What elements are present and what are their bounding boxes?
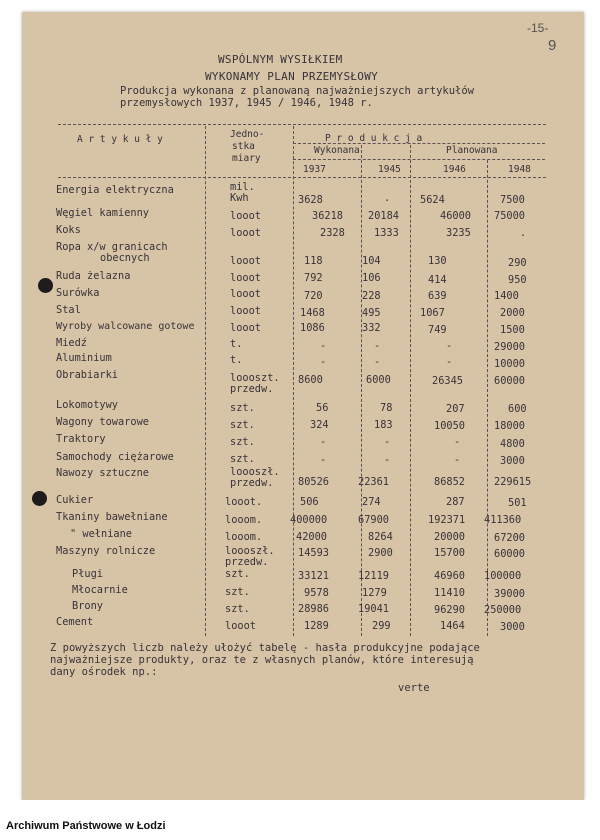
row-1937: 9578 [304,587,329,599]
row-name: Pługi [72,568,103,580]
row-1946: 749 [428,324,447,336]
row-unit: looom. [225,531,263,543]
row-1945: 6000 [366,374,391,386]
row-1937: 400000 [290,514,328,526]
row-unit: szt. [230,402,255,414]
row-1948: 60000 [494,548,525,560]
header-done: Wykonana [314,145,360,156]
row-1945: 20184 [368,210,399,222]
row-1937: 506 [300,496,319,508]
row-name: Surówka [56,287,100,299]
row-name: Tkaniny bawełniane [56,511,168,523]
row-1945: 78 [380,402,393,414]
column-divider-1948 [487,160,488,636]
row-unit: looot [230,255,261,267]
row-name: Cukier [56,494,94,506]
row-1946: 46000 [440,210,471,222]
row-1945: . [384,192,391,204]
binder-hole-bottom [32,491,47,506]
row-1948: . [520,227,527,239]
note-line-1: Z powyższych liczb należy ułożyć tabelę - hasła produkcyjne podające [50,642,480,654]
note-line-3: dany ośrodek np.: [50,666,158,678]
row-1948: 501 [508,497,527,509]
row-1937: 1086 [300,322,325,334]
row-1946: 46960 [434,570,465,582]
row-name: " wełniane [70,528,132,540]
row-1937: 324 [310,419,329,431]
row-1946: 1067 [420,307,445,319]
row-1946: 5624 [420,194,445,206]
row-name: Stal [56,304,81,316]
table-rule-top [58,124,546,125]
table-rule-years [293,159,545,160]
subtitle-line-2: przemysłowych 1937, 1945 / 1946, 1948 r. [120,97,373,109]
row-unit: szt. [230,436,255,448]
row-unit-2: przedw. [230,477,274,489]
row-1948: 229615 [494,476,532,488]
row-1946: - [454,454,461,466]
row-name: Energia elektryczna [56,184,174,196]
pencil-mark: 9 [548,37,557,54]
row-1948: 600 [508,403,527,415]
row-name: Nawozy sztuczne [56,467,149,479]
row-1945: 299 [372,620,391,632]
row-1937: 14593 [298,547,329,559]
row-1937: 1468 [300,307,325,319]
table-rule-header-bottom [58,177,546,178]
header-1946: 1946 [443,164,466,175]
row-1945: - [384,454,391,466]
row-unit: szt. [225,603,250,615]
row-unit: looot [230,272,261,284]
row-1948: 75000 [494,210,525,222]
header-articles: A r t y k u ł y [77,134,163,145]
row-unit: looot [230,210,261,222]
header-unit-3: miary [232,153,261,164]
row-unit: t. [230,338,243,350]
row-1937: - [320,356,327,368]
title-line-1: WSPÓLNYM WYSIŁKIEM [218,53,343,66]
row-name: Młocarnie [72,584,128,596]
column-divider-1945 [361,145,362,636]
row-1946: - [446,356,453,368]
row-1948: 67200 [494,532,525,544]
header-production: P r o d u k c j a [325,133,423,144]
row-1948: 411360 [484,514,522,526]
row-1937: - [320,340,327,352]
header-1945: 1945 [378,164,401,175]
row-1945: 22361 [358,476,389,488]
row-1945: - [384,436,391,448]
row-1945: 67900 [358,514,389,526]
row-1946: - [454,436,461,448]
binder-hole-top [38,278,53,293]
row-1946: 86852 [434,476,465,488]
row-unit: looot [230,305,261,317]
row-1945: - [374,356,381,368]
row-1937: 28986 [298,603,329,615]
row-1937: 3628 [298,194,323,206]
row-1946: - [446,340,453,352]
row-1946: 3235 [446,227,471,239]
row-unit: szt. [225,586,250,598]
row-name: Koks [56,224,81,236]
row-1937: 792 [304,272,323,284]
row-name: Cement [56,616,94,628]
verte-label: verte [398,682,430,694]
row-1946: 1464 [440,620,465,632]
row-1937: 42000 [296,531,327,543]
row-1945: 12119 [358,570,389,582]
row-1948: 100000 [484,570,522,582]
row-name: Ruda żelazna [56,270,131,282]
header-1948: 1948 [508,164,531,175]
row-unit: szt. [230,453,255,465]
row-1946: 15700 [434,547,465,559]
header-1937: 1937 [303,164,326,175]
row-unit: loooszł. [225,545,275,557]
row-1945: - [374,340,381,352]
row-name: Wyroby walcowane gotowe [56,321,195,332]
title-line-2: WYKONAMY PLAN PRZEMYSŁOWY [205,70,379,83]
row-1946: 639 [428,290,447,302]
row-1948: 7500 [500,194,525,206]
row-unit-2: przedw. [230,383,274,395]
row-1945: 2900 [368,547,393,559]
row-1945: 183 [374,419,393,431]
row-1946: 414 [428,274,447,286]
row-name: Samochody ciężarowe [56,451,174,463]
note-line-2: najważniejsze produkty, oraz te z własnych planów, które interesują [50,654,474,666]
row-1946: 207 [446,403,465,415]
column-divider-1937 [293,126,294,636]
row-1948: 950 [508,274,527,286]
row-1948: 18000 [494,420,525,432]
row-1937: 2328 [320,227,345,239]
row-1945: 1333 [374,227,399,239]
row-1948: 60000 [494,375,525,387]
row-1946: 26345 [432,375,463,387]
row-1937: - [320,436,327,448]
row-1948: 10000 [494,358,525,370]
row-1948: 3000 [500,455,525,467]
row-1946: 20000 [434,531,465,543]
row-1946: 11410 [434,587,465,599]
row-1937: 56 [316,402,329,414]
row-name: Miedź [56,337,87,349]
row-unit: looot [230,322,261,334]
row-1948: 29000 [494,341,525,353]
header-unit-2: stka [232,141,255,152]
row-name: Wagony towarowe [56,416,149,428]
column-divider-unit [205,126,206,636]
row-name: Ropa x/w granicach [56,241,168,253]
row-1937: 80526 [298,476,329,488]
row-1945: 228 [362,290,381,302]
row-1948: 290 [508,257,527,269]
row-1937: 36218 [312,210,343,222]
subtitle-line-1: Produkcja wykonana z planowaną najważniejszych artykułów [120,85,475,97]
page-number: -15- [527,21,549,35]
row-1945: 106 [362,272,381,284]
row-1937: - [320,454,327,466]
row-1945: 19041 [358,603,389,615]
row-1948: 1500 [500,324,525,336]
row-1948: 1400 [494,290,519,302]
row-unit: szt. [225,568,250,580]
row-1945: 8264 [368,531,393,543]
row-name-2: obecnych [100,252,150,264]
row-1946: 287 [446,496,465,508]
row-1946: 130 [428,255,447,267]
row-1948: 2000 [500,307,525,319]
row-name: Aluminium [56,352,112,364]
row-name: Brony [72,600,103,612]
row-1946: 192371 [428,514,466,526]
row-name: Obrabiarki [56,369,118,381]
archive-label: Archiwum Państwowe w Łodzi [6,820,166,832]
row-1946: 10050 [434,420,465,432]
row-1937: 720 [304,290,323,302]
row-1945: 1279 [362,587,387,599]
row-unit: loooszł. [230,466,280,478]
row-1937: 33121 [298,570,329,582]
row-1945: 332 [362,322,381,334]
row-name: Lokomotywy [56,399,118,411]
table-rule-production [293,143,545,144]
row-1948: 39000 [494,588,525,600]
row-unit: looot [230,288,261,300]
row-unit: looom. [225,514,263,526]
row-1937: 1289 [304,620,329,632]
row-unit: mil. [230,181,255,193]
row-1945: 104 [362,255,381,267]
row-unit: loooszt. [230,372,280,384]
row-unit: szt. [230,419,255,431]
row-name: Węgiel kamienny [56,207,149,219]
row-unit: looot [225,620,256,632]
row-1948: 250000 [484,604,522,616]
row-1945: 495 [362,307,381,319]
row-1937: 118 [304,255,323,267]
row-1946: 96290 [434,604,465,616]
row-1945: 274 [362,496,381,508]
row-1937: 8600 [298,374,323,386]
row-1948: 4800 [500,438,525,450]
row-name: Maszyny rolnicze [56,545,156,557]
header-planned: Planowana [446,145,498,156]
row-unit-2: Kwh [230,192,249,204]
column-divider-planned [410,145,411,636]
row-unit-2: przedw. [225,556,269,568]
row-unit: looot. [225,496,263,508]
row-unit: looot [230,227,261,239]
row-name: Traktory [56,433,106,445]
header-unit-1: Jedno- [230,129,265,140]
row-1948: 3000 [500,621,525,633]
row-unit: t. [230,354,243,366]
